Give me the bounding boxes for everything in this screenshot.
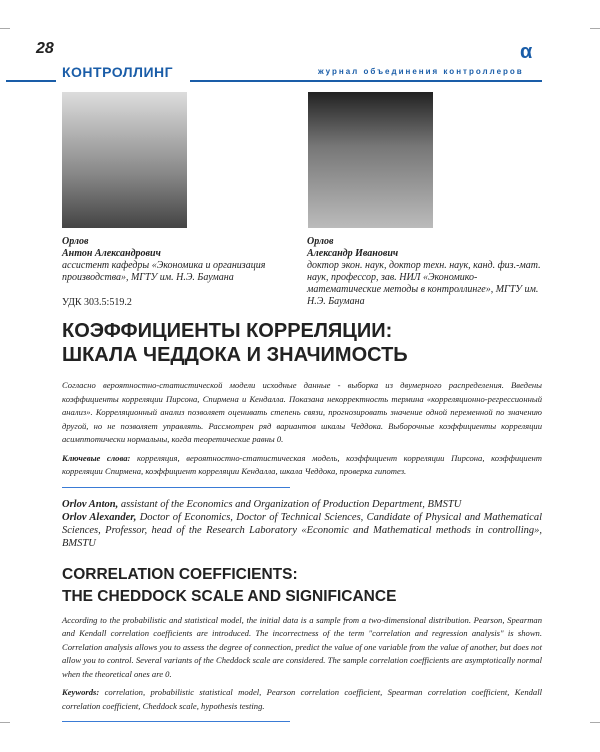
divider [62,487,290,488]
title-line: CORRELATION COEFFICIENTS: [62,564,542,586]
author-photo [62,92,187,228]
keywords-label: Keywords: [62,687,99,697]
abstract-ru: Согласно вероятностно-статистической модели исходные данные - выборка из двумерного распределения. Введены коэффициенты корреляции Пирсона, Спирмена и Кендалла. Показана некорректность термина «корреляционно-регрессионный анализ». Корреляционный анализ позволяет оценивать степень связи, прогнозировать значение одной переменной по значению другой, но не позволяет управлять. Рассмотрен ряд вариантов шкалы Чеддока. Выборочные коэффициенты корреляции асимптотически нормальны, когда теоретические равны 0. [62,379,542,447]
author-name: Александр Иванович [307,248,542,260]
keywords-en [62,686,542,713]
article-body [62,236,542,752]
authors-ru [62,236,542,309]
udk: УДК 303.5:519.2 [62,297,292,309]
header-rule [6,80,56,82]
author-ru-2 [307,236,542,309]
keywords-label: Ключевые слова: [62,453,130,463]
title-line: КОЭФФИЦИЕНТЫ КОРРЕЛЯЦИИ: [62,319,542,343]
author-position-en: assistant of the Economics and Organization of Production Department, BMSTU [121,499,461,510]
page-number: 28 [36,40,54,58]
journal-logo-icon: α [520,41,532,64]
author-photo [308,92,433,228]
keywords-text: correlation, probabilistic statistical model, Pearson correlation coefficient, Spearman correlation coefficient, Kendall correlation coefficient, Cheddock scale, hypothesis testing. [62,687,542,711]
crop-mark [590,722,600,723]
author-position-en: Doctor of Economics, Doctor of Technical Sciences, Candidate of Physical and Mathematical Sciences, Professor, head of the Research Laboratory «Economic and Mathematical methods in controlling», BMSTU [62,512,542,549]
author-position: ассистент кафедры «Экономика и организация производства», МГТУ им. Н.Э. Баумана [62,260,265,283]
authors-en [62,498,542,550]
author-ru-1-column [62,236,292,309]
author-position: доктор экон. наук, доктор техн. наук, канд. физ.-мат. наук, профессор, зав. НИЛ «Экономико-математические методы в контроллинге», МГТУ им. Н.Э. Баумана [307,260,541,307]
keywords-ru [62,452,542,479]
journal-subtitle: журнал объединения контроллеров [318,67,524,76]
title-line: THE CHEDDOCK SCALE AND SIGNIFICANCE [62,586,542,608]
journal-name: КОНТРОЛЛИНГ [62,64,173,80]
author-surname: Орлов [307,236,542,248]
article-title-ru [62,319,542,367]
crop-mark [0,722,10,723]
header-rule [190,80,542,82]
author-name-en: Orlov Alexander, [62,512,136,523]
author-name: Антон Александрович [62,248,292,260]
journal-page [0,0,600,750]
abstract-en: According to the probabilistic and statistical model, the initial data is a sample from a two-dimensional distribution. Pearson, Spearman and Kendall correlation coefficients are introduced. The incorrectness of the term "correlation and regression analysis" is shown. Correlation analysis allows you to assess the degree of connection, predict the value of one variable from the value of another, but does not allow you to control. Several variants of the Cheddock scale are considered. The sample correlation coefficients are asymptotically normal when the theoretical ones are 0. [62,614,542,682]
author-surname: Орлов [62,236,292,248]
crop-mark [590,28,600,29]
crop-mark [0,28,10,29]
divider [62,721,290,722]
keywords-text: корреляция, вероятностно-статистическая модель, коэффициент корреляции Пирсона, коэффициент корреляции Спирмена, коэффициент корреляции Кендалла, шкала Чеддока, проверка гипотез. [62,453,542,477]
author-name-en: Orlov Anton, [62,499,118,510]
article-title-en [62,564,542,608]
title-line: ШКАЛА ЧЕДДОКА И ЗНАЧИМОСТЬ [62,343,542,367]
author-ru-1 [62,236,292,284]
